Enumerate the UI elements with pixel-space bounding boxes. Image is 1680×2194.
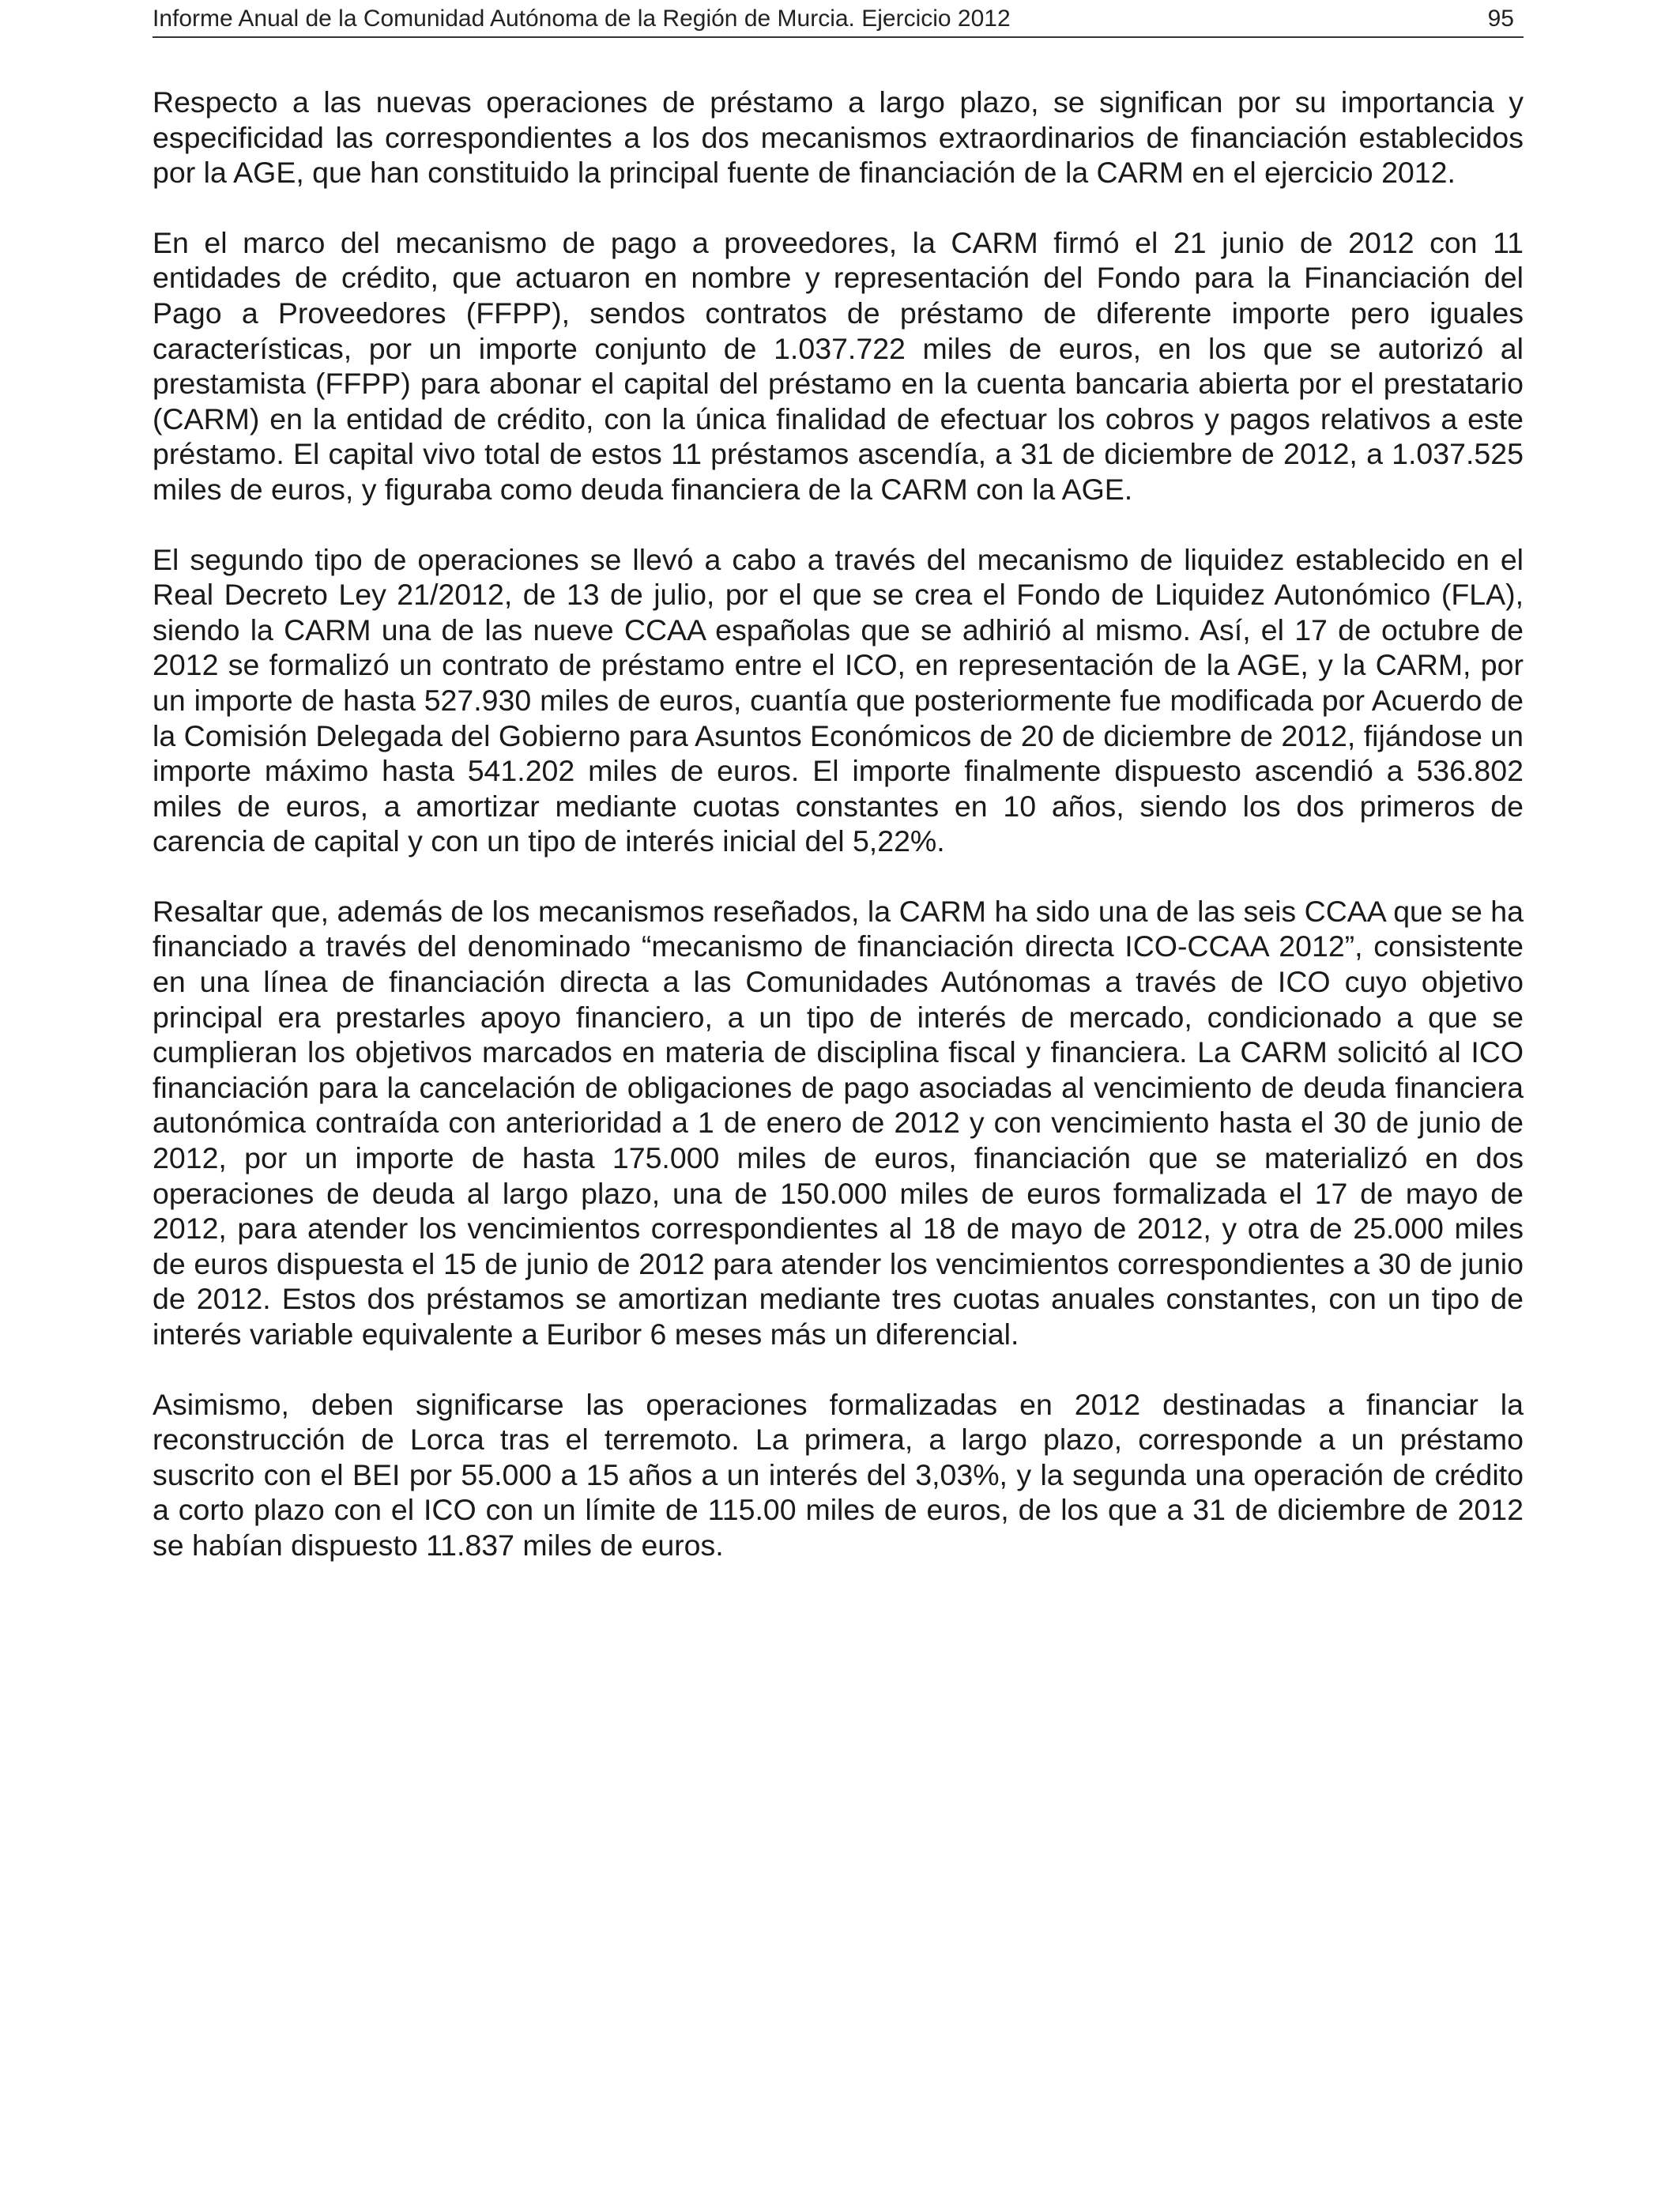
paragraph-liquidity-fund: El segundo tipo de operaciones se llevó a cabo a través del mecanismo de liquidez establecido en el Real Decreto Ley 21/2012, de 13 de julio, por el que se crea el Fondo de Liquidez Autonómico (FLA), siendo la CARM una de las nueve CCAA españolas que se adhirió al mismo. Así, el 17 de octubre de 2012 se formalizó un contrato de préstamo entre el ICO, en representación de la AGE, y la CARM, por un importe de hasta 527.930 miles de euros, cuantía que posteriormente fue modificada por Acuerdo de la Comisión Delegada del Gobierno para Asuntos Económicos de 20 de diciembre de 2012, fijándose un importe máximo hasta 541.202 miles de euros. El importe finalmente dispuesto ascendió a 536.802 miles de euros, a amortizar mediante cuotas constantes en 10 años, siendo los dos primeros de carencia de capital y con un tipo de interés inicial del 5,22%. [153,542,1524,858]
running-header [153,5,1524,38]
paragraph-supplier-payment-mechanism: En el marco del mecanismo de pago a proveedores, la CARM firmó el 21 junio de 2012 con 11 entidades de crédito, que actuaron en nombre y representación del Fondo para la Financiación del Pago a Proveedores (FFPP), sendos contratos de préstamo de diferente importe pero iguales características, por un importe conjunto de 1.037.722 miles de euros, en los que se autorizó al prestamista (FFPP) para abonar el capital del préstamo en la cuenta bancaria abierta por el prestatario (CARM) en la entidad de crédito, con la única finalidad de efectuar los cobros y pagos relativos a este préstamo. El capital vivo total de estos 11 préstamos ascendía, a 31 de diciembre de 2012, a 1.037.525 miles de euros, y figuraba como deuda financiera de la CARM con la AGE. [153,225,1524,506]
body-text [153,85,1524,1598]
paragraph-new-loans: Respecto a las nuevas operaciones de préstamo a largo plazo, se significan por su importancia y especificidad las correspondientes a los dos mecanismos extraordinarios de financiación establecidos por la AGE, que han constituido la principal fuente de financiación de la CARM en el ejercicio 2012. [153,85,1524,190]
page-number: 95 [1487,6,1514,32]
paragraph-ico-ccaa-financing: Resaltar que, además de los mecanismos reseñados, la CARM ha sido una de las seis CCAA que se ha financiado a través del denominado “mecanismo de financiación directa ICO-CCAA 2012”, consistente en una línea de financiación directa a las Comunidades Autónomas a través de ICO cuyo objetivo principal era prestarles apoyo financiero, a un tipo de interés de mercado, condicionado a que se cumplieran los objetivos marcados en materia de disciplina fiscal y financiera. La CARM solicitó al ICO financiación para la cancelación de obligaciones de pago asociadas al vencimiento de deuda financiera autonómica contraída con anterioridad a 1 de enero de 2012 y con vencimiento hasta el 30 de junio de 2012, por un importe de hasta 175.000 miles de euros, financiación que se materializó en dos operaciones de deuda al largo plazo, una de 150.000 miles de euros formalizada el 17 de mayo de 2012, para atender los vencimientos correspondientes al 18 de mayo de 2012, y otra de 25.000 miles de euros dispuesta el 15 de junio de 2012 para atender los vencimientos correspondientes a 30 de junio de 2012. Estos dos préstamos se amortizan mediante tres cuotas anuales constantes, con un tipo de interés variable equivalente a Euribor 6 meses más un diferencial. [153,894,1524,1351]
paragraph-lorca-reconstruction: Asimismo, deben significarse las operaciones formalizadas en 2012 destinadas a financiar la reconstrucción de Lorca tras el terremoto. La primera, a largo plazo, corresponde a un préstamo suscrito con el BEI por 55.000 a 15 años a un interés del 3,03%, y la segunda una operación de crédito a corto plazo con el ICO con un límite de 115.00 miles de euros, de los que a 31 de diciembre de 2012 se habían dispuesto 11.837 miles de euros. [153,1387,1524,1562]
header-title: Informe Anual de la Comunidad Autónoma de la Región de Murcia. Ejercicio 2012 [153,6,1011,32]
